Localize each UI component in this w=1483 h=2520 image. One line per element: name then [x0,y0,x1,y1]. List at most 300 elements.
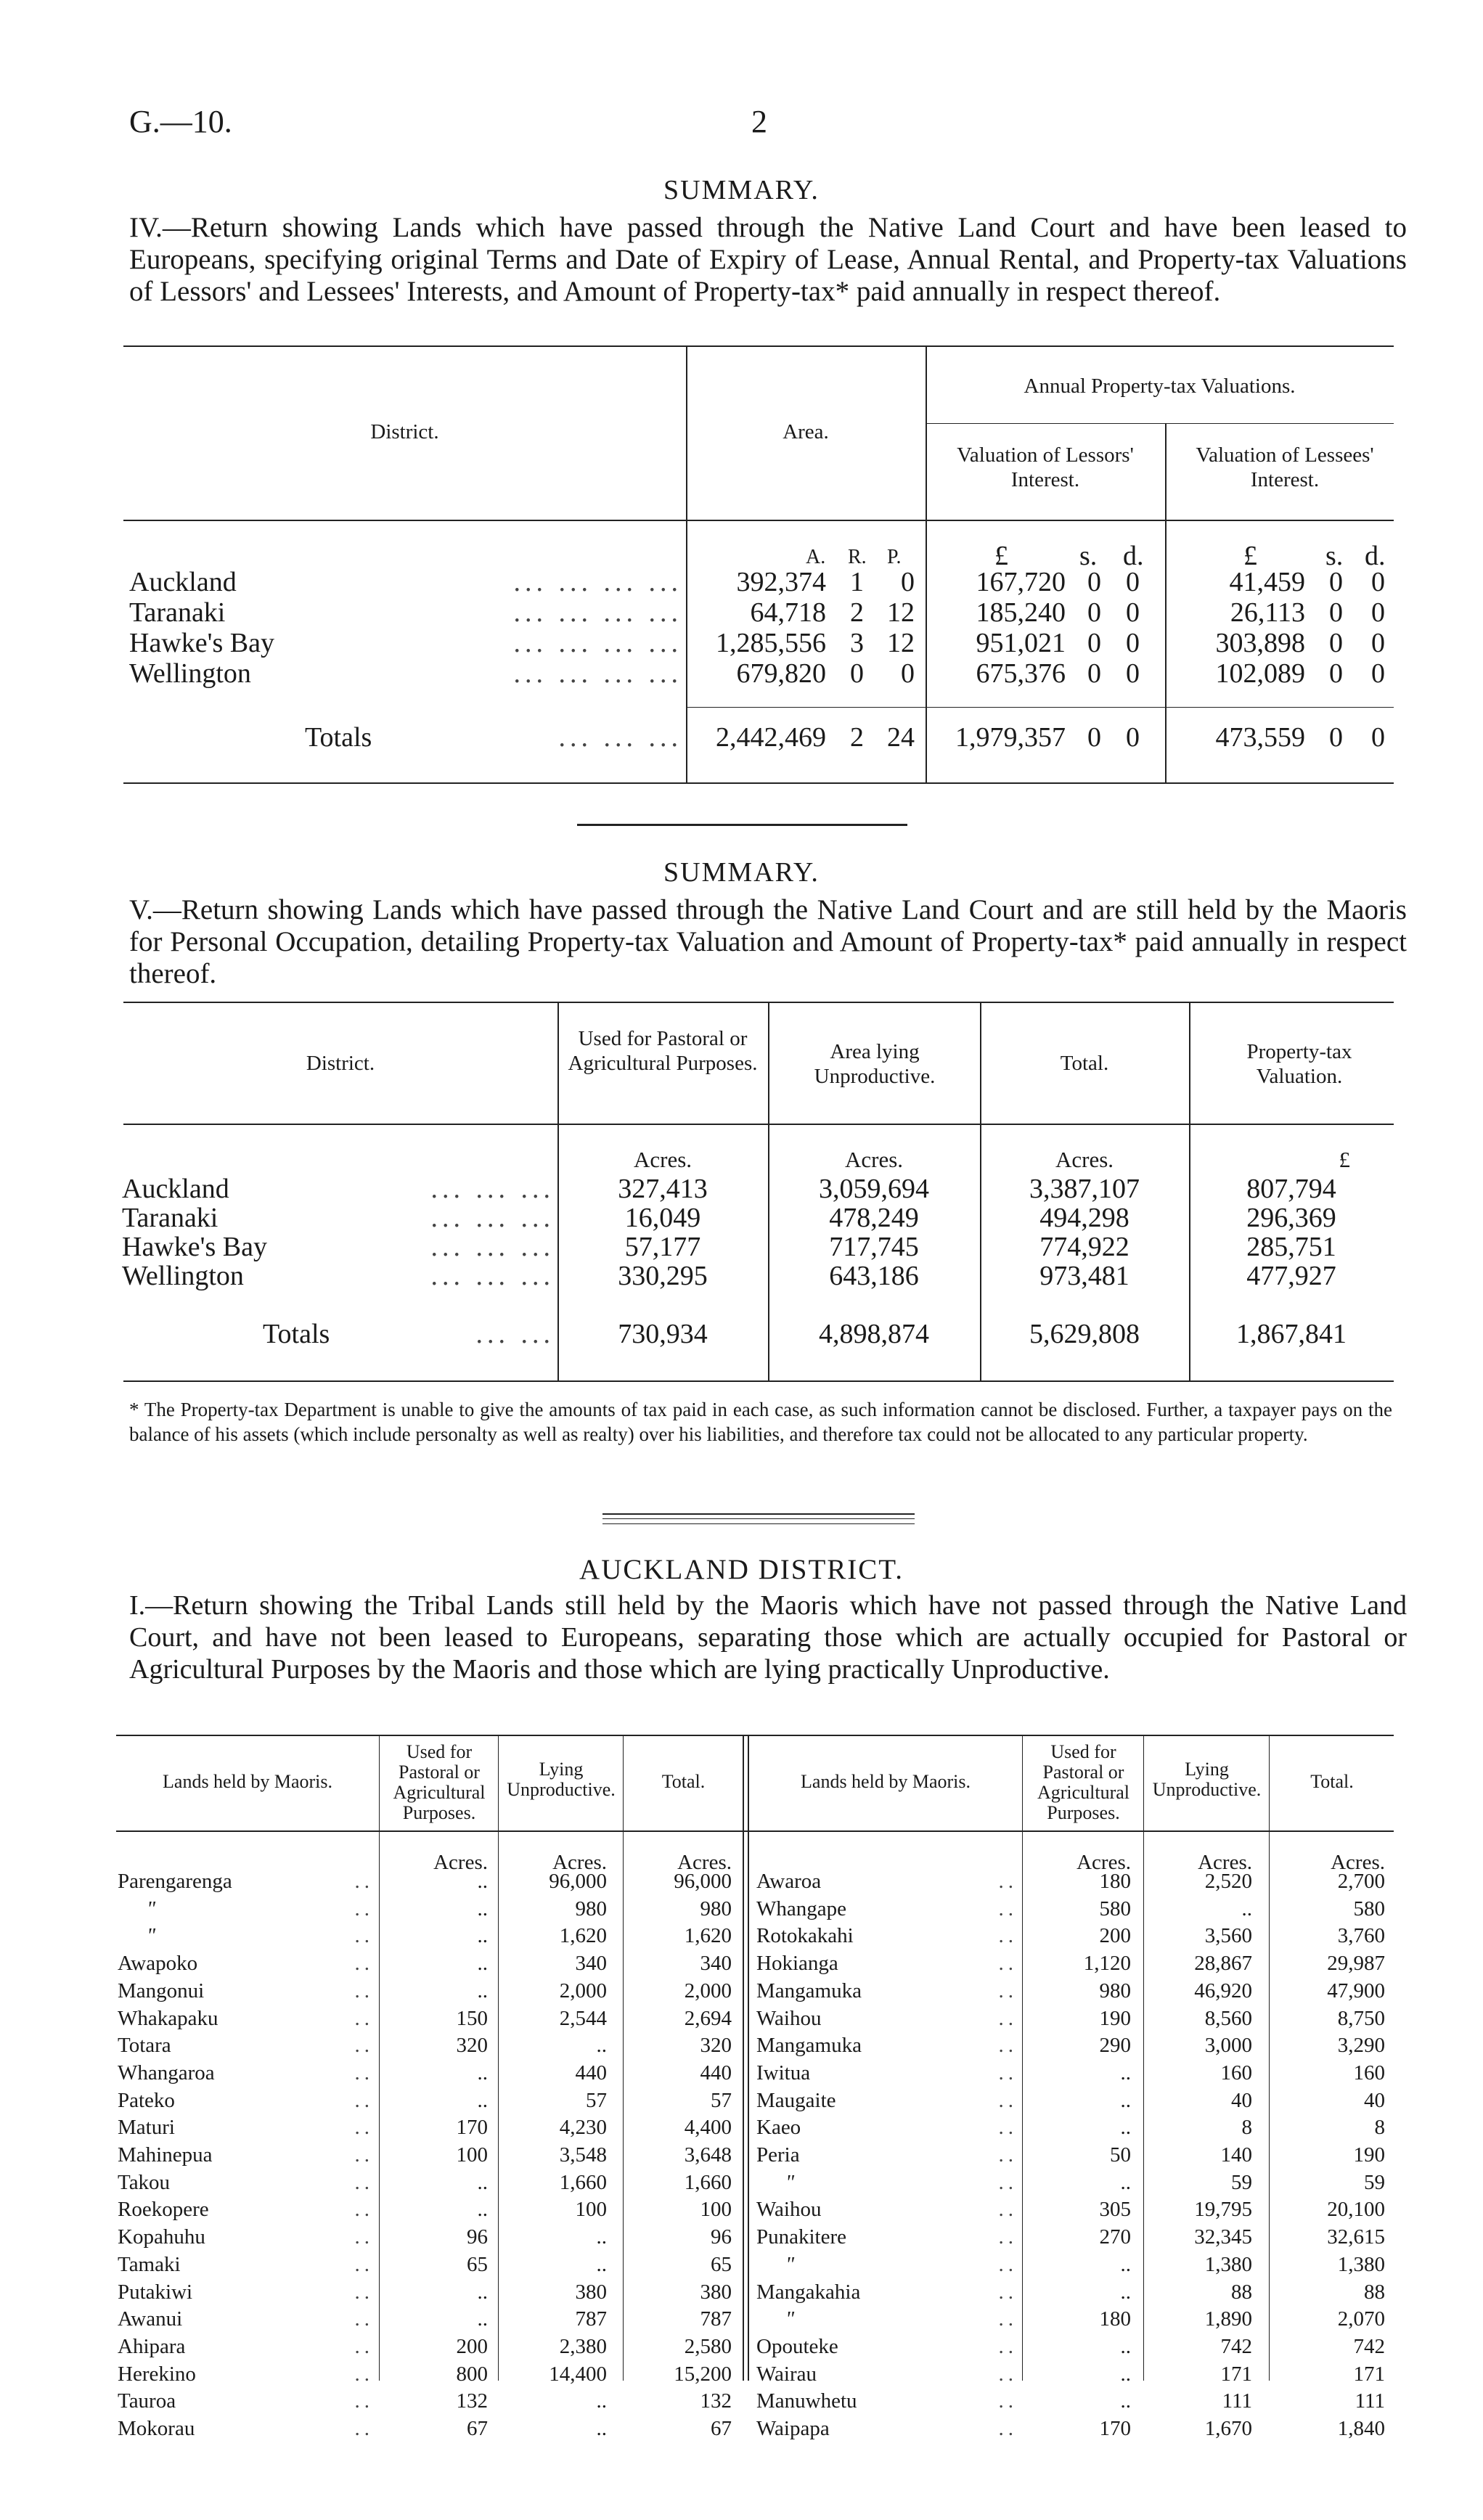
unproductive-acres: 28,867 [1194,1952,1252,1976]
used-acres: .. [1120,2061,1131,2085]
lessees-shillings: 0 [1329,567,1343,597]
unit-acres: Acres. [1055,1147,1114,1172]
unproductive-acres: 1,620 [559,1924,607,1948]
total-acres: 340 [700,1952,732,1976]
lessees-pence: 0 [1371,597,1385,628]
unit-pence: d. [1365,541,1386,571]
unproductive-acres: 340 [575,1952,607,1976]
land-name: Mahinepua [118,2143,213,2167]
col-used-pastoral: Used for Pastoral or Agricultural Purposes. [1037,1741,1130,1823]
col-area: Area. [783,420,829,443]
area-perches: 0 [901,567,915,597]
used-acres: 980 [1099,1979,1131,2002]
district-name: Taranaki [122,1203,218,1233]
leader-dots: .. [354,1897,374,1920]
lessees-shillings: 0 [1329,597,1343,628]
unit-pound: £ [1243,541,1257,571]
leader-dots: .. [998,2362,1018,2386]
unproductive-acres: 380 [575,2280,607,2304]
property-tax-valuation: 285,751 [1246,1232,1336,1262]
land-name: Hokianga [756,1952,838,1976]
unit-acres: Acres. [1076,1851,1131,1874]
leader-dots: .. [354,1979,374,2002]
col-total: Total. [1310,1771,1354,1792]
unproductive-acres: 88 [1231,2280,1252,2304]
total-acres: 65 [711,2252,732,2276]
lessors-pounds: 185,240 [976,597,1066,628]
unit-acres: Acres. [633,1147,693,1172]
unproductive-acres: 643,186 [829,1261,919,1291]
land-name: Iwitua [756,2061,811,2085]
total-acres: 494,298 [1039,1203,1129,1233]
page-number: 2 [751,104,767,139]
used-acres: .. [477,2061,488,2085]
col-lying-unproductive: Lying Unproductive. [1152,1759,1262,1800]
land-name: " [147,1897,156,1920]
leader-dots: ... ... ... [430,1232,555,1262]
used-acres: .. [1120,2088,1131,2112]
total-acres: 20,100 [1327,2198,1385,2222]
unproductive-acres: 32,345 [1194,2225,1252,2249]
leader-dots: .. [354,2116,374,2140]
area-perches: 24 [887,722,915,753]
col-district: District. [370,420,439,443]
leader-dots: .. [354,2143,374,2167]
leader-dots: .. [998,2225,1018,2249]
area-roods: 1 [850,567,864,597]
unproductive-acres: 46,920 [1194,1979,1252,2002]
unit-perches: P. [887,546,902,568]
lessors-pence: 0 [1126,722,1140,753]
lessees-pence: 0 [1371,722,1385,753]
leader-dots: .. [998,1924,1018,1948]
leader-dots: ... ... [475,1319,555,1349]
leader-dots: .. [998,2417,1018,2440]
area-roods: 3 [850,628,864,658]
used-acres: 320 [456,2034,488,2058]
unproductive-acres: 111 [1222,2389,1252,2413]
land-name: Mangakahia [756,2280,861,2304]
unproductive-acres: 4,898,874 [819,1319,929,1349]
area-acres: 392,374 [736,567,826,597]
used-acres: 270 [1099,2225,1131,2249]
area-perches: 12 [887,597,915,628]
unproductive-acres: 160 [1220,2061,1252,2085]
total-acres: 160 [1353,2061,1385,2085]
land-name: Awaroa [756,1870,822,1893]
leader-dots: .. [998,2006,1018,2030]
used-acres: 305 [1099,2198,1131,2222]
lessors-pounds: 675,376 [976,658,1066,689]
leader-dots: .. [998,2252,1018,2276]
land-name: " [147,1924,156,1948]
summary-v-intro: V.—Return showing Lands which have passed through the Native Land Court and are still held by the Maoris for Personal Occupation, detailing Property-tax Valuation and Amount of Property-tax* paid annually in respect thereof. [129,894,1407,989]
total-acres: 380 [700,2280,732,2304]
lessors-pounds: 1,979,357 [955,722,1066,753]
used-acres: .. [1120,2389,1131,2413]
col-district: District. [306,1052,375,1075]
used-pastoral-acres: 330,295 [618,1261,708,1291]
used-acres: 180 [1099,1870,1131,1893]
unproductive-acres: 742 [1220,2334,1252,2358]
leader-dots: .. [354,2417,374,2440]
unproductive-acres: 1,660 [559,2170,607,2194]
totals-label: Totals [263,1319,330,1349]
total-acres: 3,387,107 [1029,1174,1140,1204]
unit-acres: A. [806,546,826,568]
used-acres: 290 [1099,2034,1131,2058]
lessees-shillings: 0 [1329,658,1343,689]
lessees-pence: 0 [1371,567,1385,597]
leader-dots: .. [998,2307,1018,2331]
lessees-shillings: 0 [1329,628,1343,658]
total-acres: 59 [1364,2170,1385,2194]
land-name: Mangonui [118,1979,205,2002]
land-name: Kaeo [756,2116,801,2140]
area-acres: 1,285,556 [716,628,826,658]
lessors-pence: 0 [1126,628,1140,658]
unit-acres: Acres. [1198,1851,1252,1874]
used-acres: 132 [456,2389,488,2413]
used-acres: .. [1120,2334,1131,2358]
used-acres: .. [477,1897,488,1920]
unproductive-acres: 59 [1231,2170,1252,2194]
unit-acres: Acres. [552,1851,607,1874]
col-lying-unproductive: Lying Unproductive. [507,1759,616,1800]
area-roods: 2 [850,597,864,628]
unit-pound: £ [1339,1147,1350,1172]
land-name: Totara [118,2034,171,2058]
col-used-pastoral: Used for Pastoral or Agricultural Purposes. [393,1741,486,1823]
col-total: Total. [1060,1052,1109,1075]
total-acres: 29,987 [1327,1952,1385,1976]
leader-dots: ... ... ... ... [513,628,682,658]
total-acres: 2,700 [1337,1870,1385,1893]
total-acres: 2,000 [684,1979,732,2002]
unit-roods: R. [848,546,867,568]
lessors-shillings: 0 [1087,597,1101,628]
district-name: Auckland [122,1174,229,1204]
district-name: Wellington [122,1261,244,1291]
lessors-pence: 0 [1126,567,1140,597]
leader-dots: .. [354,1870,374,1893]
used-acres: 190 [1099,2006,1131,2030]
lessees-pounds: 473,559 [1215,722,1305,753]
leader-dots: .. [354,2334,374,2358]
leader-dots: .. [354,2061,374,2085]
col-lands-held: Lands held by Maoris. [163,1771,332,1792]
unproductive-acres: 440 [575,2061,607,2085]
leader-dots: .. [354,2307,374,2331]
total-acres: 32,615 [1327,2225,1385,2249]
totals-label: Totals [305,722,372,753]
used-acres: .. [477,1952,488,1976]
area-roods: 0 [850,658,864,689]
land-name: Herekino [118,2362,196,2386]
lessees-pence: 0 [1371,628,1385,658]
land-name: Tamaki [118,2252,181,2276]
lessors-pounds: 167,720 [976,567,1066,597]
used-pastoral-acres: 57,177 [624,1232,701,1262]
leader-dots: .. [998,2334,1018,2358]
used-acres: 580 [1099,1897,1131,1920]
land-name: Kopahuhu [118,2225,205,2249]
unproductive-acres: 2,544 [559,2006,607,2030]
used-acres: .. [477,2280,488,2304]
leader-dots: .. [354,2088,374,2112]
land-name: Waihou [756,2198,822,2222]
unproductive-acres: 96,000 [549,1870,607,1893]
auckland-intro: I.—Return showing the Tribal Lands still held by the Maoris which have not passed through the Native Land Court, and have not been leased to Europeans, separating those which are actually occupied for Pastoral or Agricultural Purposes by the Maoris and those which are lying practically Unproductive. [129,1590,1407,1685]
area-perches: 0 [901,658,915,689]
leader-dots: .. [998,1952,1018,1976]
unproductive-acres: 171 [1220,2362,1252,2386]
unproductive-acres: 1,670 [1204,2417,1252,2440]
total-acres: 1,620 [684,1924,732,1948]
land-name: Mangamuka [756,1979,862,2002]
total-acres: 2,694 [684,2006,732,2030]
unproductive-acres: 1,380 [1204,2252,1252,2276]
used-acres: .. [477,1924,488,1948]
col-annual-valuations: Annual Property-tax Valuations. [1024,375,1296,398]
used-acres: 170 [1099,2417,1131,2440]
unit-pence: d. [1123,541,1144,571]
used-acres: 200 [456,2334,488,2358]
total-acres: 8 [1374,2116,1385,2140]
land-name: Ahipara [118,2334,186,2358]
land-name: Mokorau [118,2417,195,2440]
leader-dots: .. [354,2362,374,2386]
unproductive-acres: 3,548 [559,2143,607,2167]
land-name: " [785,2307,795,2331]
lessees-pounds: 26,113 [1230,597,1305,628]
unit-acres: Acres. [844,1147,904,1172]
leader-dots: ... ... ... [430,1261,555,1291]
summary-iv-intro: IV.—Return showing Lands which have passed through the Native Land Court and have been leased to Europeans, specifying original Terms and Date of Expiry of Lease, Annual Rental, and Property-tax Valuations of Lessors' and Lessees' Interests, and Amount of Property-tax* paid annually in respect thereof. [129,212,1407,307]
unit-shillings: s. [1325,541,1344,571]
unit-pound: £ [994,541,1008,571]
land-name: " [785,2170,795,2194]
total-acres: 88 [1364,2280,1385,2304]
total-acres: 320 [700,2034,732,2058]
leader-dots: .. [998,2034,1018,2058]
leader-dots: ... ... ... [430,1174,555,1204]
area-acres: 64,718 [750,597,826,628]
unit-shillings: s. [1079,541,1098,571]
total-acres: 5,629,808 [1029,1319,1140,1349]
land-name: Opouteke [756,2334,838,2358]
unproductive-acres: 4,230 [559,2116,607,2140]
land-name: Awapoko [118,1952,198,1976]
total-acres: 2,070 [1337,2307,1385,2331]
land-name: Punakitere [756,2225,847,2249]
used-acres: .. [1120,2170,1131,2194]
used-acres: .. [477,2088,488,2112]
used-pastoral-acres: 327,413 [618,1174,708,1204]
used-acres: 50 [1110,2143,1131,2167]
total-acres: 3,648 [684,2143,732,2167]
leader-dots: .. [998,2088,1018,2112]
used-acres: 180 [1099,2307,1131,2331]
district-name: Hawke's Bay [122,1232,267,1262]
unproductive-acres: 980 [575,1897,607,1920]
auckland-district-title: AUCKLAND DISTRICT. [579,1554,904,1585]
total-acres: 1,840 [1337,2417,1385,2440]
land-name: Whangaroa [118,2061,215,2085]
used-acres: .. [477,1979,488,2002]
leader-dots: .. [998,2198,1018,2222]
unit-acres: Acres. [677,1851,732,1874]
col-property-tax-valuation: Property-tax Valuation. [1246,1040,1352,1088]
lessors-shillings: 0 [1087,722,1101,753]
leader-dots: .. [354,1924,374,1948]
property-tax-valuation: 296,369 [1246,1203,1336,1233]
col-area-unproductive: Area lying Unproductive. [814,1040,936,1088]
unproductive-acres: 2,000 [559,1979,607,2002]
land-name: Wairau [756,2362,817,2386]
unproductive-acres: 14,400 [549,2362,607,2386]
lessees-shillings: 0 [1329,722,1343,753]
unproductive-acres: .. [1241,1897,1252,1920]
land-name: Takou [118,2170,171,2194]
used-acres: .. [477,2170,488,2194]
total-acres: 1,380 [1337,2252,1385,2276]
lessees-pounds: 303,898 [1215,628,1305,658]
total-acres: 40 [1364,2088,1385,2112]
leader-dots: .. [998,2143,1018,2167]
leader-dots: ... ... ... [558,722,682,753]
unproductive-acres: .. [596,2417,607,2440]
used-acres: 1,120 [1083,1952,1131,1976]
property-tax-valuation: 477,927 [1246,1261,1336,1291]
unit-acres: Acres. [433,1851,488,1874]
unproductive-acres: 2,380 [559,2334,607,2358]
land-name: Putakiwi [118,2280,193,2304]
district-name: Wellington [129,658,251,689]
used-acres: .. [477,1870,488,1893]
land-name: Waihou [756,2006,822,2030]
col-lessors-interest: Valuation of Lessors' Interest. [957,443,1134,491]
leader-dots: .. [998,1897,1018,1920]
col-total: Total. [661,1771,706,1792]
summary-v-title: SUMMARY. [663,857,820,888]
unproductive-acres: 140 [1220,2143,1252,2167]
used-acres: 800 [456,2362,488,2386]
area-acres: 679,820 [736,658,826,689]
used-acres: 65 [467,2252,488,2276]
col-used-pastoral: Used for Pastoral or Agricultural Purposes. [568,1027,758,1075]
leader-dots: .. [998,1870,1018,1893]
land-name: " [785,2252,795,2276]
used-acres: 170 [456,2116,488,2140]
total-acres: 100 [700,2198,732,2222]
used-acres: .. [1120,2116,1131,2140]
used-acres: 150 [456,2006,488,2030]
leader-dots: .. [354,2389,374,2413]
total-acres: 15,200 [674,2362,732,2386]
unproductive-acres: .. [596,2252,607,2276]
leader-dots: .. [354,1952,374,1976]
used-acres: .. [477,2307,488,2331]
land-name: Whangape [756,1897,846,1920]
total-acres: 3,290 [1337,2034,1385,2058]
used-acres: .. [1120,2280,1131,2304]
total-acres: 171 [1353,2362,1385,2386]
unproductive-acres: .. [596,2389,607,2413]
leader-dots: ... ... ... [430,1203,555,1233]
unproductive-acres: .. [596,2034,607,2058]
total-acres: 96 [711,2225,732,2249]
used-pastoral-acres: 16,049 [624,1203,701,1233]
leader-dots: .. [998,2061,1018,2085]
total-acres: 57 [711,2088,732,2112]
total-acres: 111 [1355,2389,1385,2413]
leader-dots: .. [998,2280,1018,2304]
unproductive-acres: 3,000 [1204,2034,1252,2058]
land-name: Maturi [118,2116,175,2140]
leader-dots: .. [354,2225,374,2249]
total-acres: 774,922 [1039,1232,1129,1262]
leader-dots: .. [998,2389,1018,2413]
total-acres: 190 [1353,2143,1385,2167]
leader-dots: .. [354,2006,374,2030]
land-name: Waipapa [756,2417,830,2440]
total-acres: 440 [700,2061,732,2085]
land-name: Roekopere [118,2198,209,2222]
total-acres: 3,760 [1337,1924,1385,1948]
district-name: Auckland [129,567,237,597]
land-name: Rotokakahi [756,1924,854,1948]
used-acres: .. [477,2198,488,2222]
unproductive-acres: 717,745 [829,1232,919,1262]
leader-dots: .. [354,2198,374,2222]
used-acres: .. [1120,2362,1131,2386]
leader-dots: .. [998,1979,1018,2002]
property-tax-valuation: 1,867,841 [1236,1319,1347,1349]
unproductive-acres: 1,890 [1204,2307,1252,2331]
unit-acres: Acres. [1331,1851,1385,1874]
land-name: Maugaite [756,2088,836,2112]
unproductive-acres: 478,249 [829,1203,919,1233]
summary-iv-title: SUMMARY. [663,175,820,205]
total-acres: 1,660 [684,2170,732,2194]
used-acres: 200 [1099,1924,1131,1948]
lessees-pounds: 102,089 [1215,658,1305,689]
land-name: Manuwhetu [756,2389,857,2413]
leader-dots: ... ... ... ... [513,658,682,689]
total-acres: 8,750 [1337,2006,1385,2030]
land-name: Whakapaku [118,2006,218,2030]
lessors-shillings: 0 [1087,658,1101,689]
unproductive-acres: 8 [1241,2116,1252,2140]
total-acres: 742 [1353,2334,1385,2358]
lessors-pence: 0 [1126,597,1140,628]
col-lands-held: Lands held by Maoris. [801,1771,971,1792]
unproductive-acres: 57 [586,2088,607,2112]
total-acres: 132 [700,2389,732,2413]
unproductive-acres: 3,059,694 [819,1174,929,1204]
area-acres: 2,442,469 [716,722,826,753]
leader-dots: .. [354,2034,374,2058]
col-lessees-interest: Valuation of Lessees' Interest. [1196,443,1374,491]
total-acres: 96,000 [674,1870,732,1893]
total-acres: 973,481 [1039,1261,1129,1291]
lessees-pounds: 41,459 [1229,567,1305,597]
area-roods: 2 [850,722,864,753]
district-name: Hawke's Bay [129,628,274,658]
land-name: Peria [756,2143,800,2167]
leader-dots: .. [354,2280,374,2304]
